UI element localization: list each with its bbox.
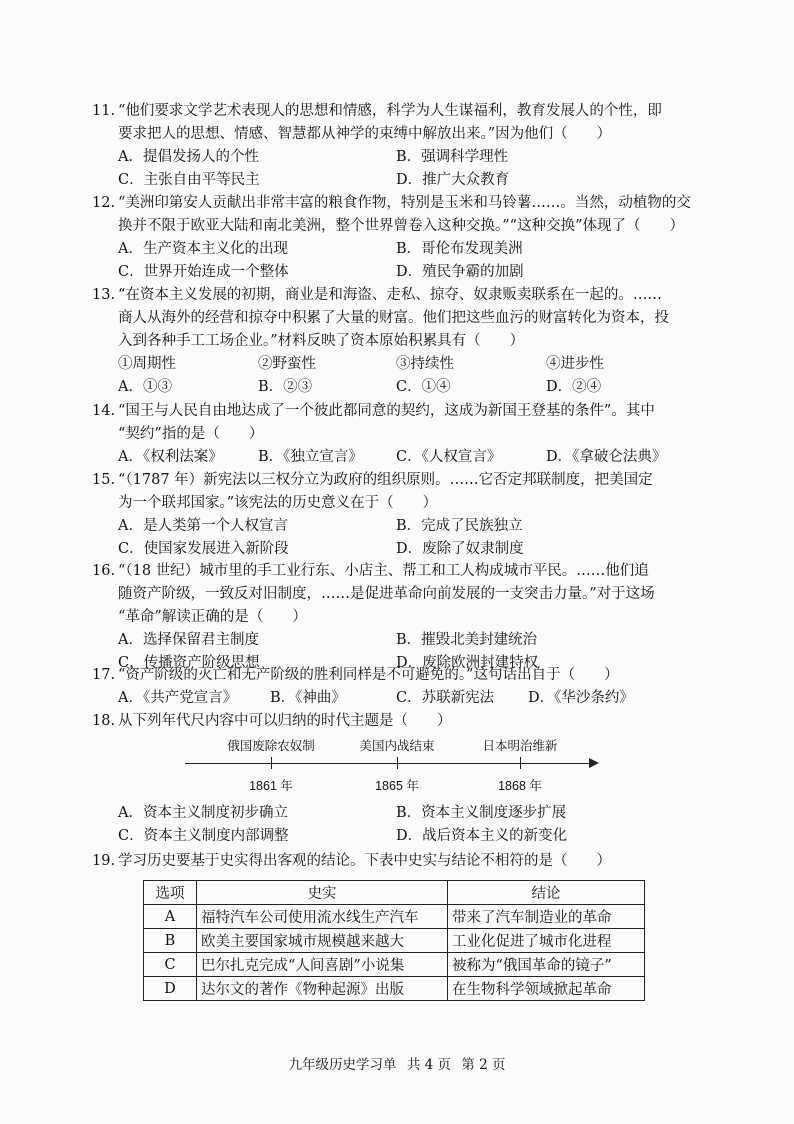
item-row <box>118 353 678 376</box>
timeline-year: 1868 年 <box>498 779 542 793</box>
item-2: ②野蛮性 <box>258 356 316 372</box>
option-c[interactable]: C．传播资产阶级思想 <box>118 655 260 671</box>
question-stem-line: 随资产阶级，一致反对旧制度，……是促进革命向前发展的一支突击力量。”对于这场 <box>118 586 655 602</box>
timeline <box>185 736 605 792</box>
option-row <box>118 825 678 848</box>
question-number: 19. <box>92 853 116 869</box>
question-15 <box>92 469 678 561</box>
item-1: ①周期性 <box>118 356 176 372</box>
option-b[interactable]: B．完成了民族独立 <box>396 518 523 534</box>
question-stem-line: 商人从海外的经营和掠夺中积累了大量的财富。他们把这些血污的财富转化为资本，投 <box>118 310 669 326</box>
question-stem-line: 学习历史要基于史实得出客观的结论。下表中史实与结论不相符的是（ ） <box>118 853 611 869</box>
option-b[interactable]: B．《神曲》 <box>270 690 346 706</box>
page-footer <box>0 1053 794 1073</box>
question-stem-line: “（1787 年）新宪法以三权分立为政府的组织原则。……它否定邦联制度，把美国定 <box>118 472 653 488</box>
option-a[interactable]: A．资本主义制度初步确立 <box>118 805 288 821</box>
question-18 <box>92 710 678 733</box>
table-cell: A <box>144 905 197 929</box>
question-number: 12. <box>92 195 116 211</box>
option-d[interactable]: D．推广大众教育 <box>396 172 510 188</box>
table-row <box>144 953 645 977</box>
option-row <box>118 376 678 399</box>
question-stem-line: 为一个联邦国家。”该宪法的历史意义在于（ ） <box>118 495 438 511</box>
option-row <box>118 515 678 538</box>
question-14 <box>92 400 678 469</box>
option-d[interactable]: D．废除了奴隶制度 <box>396 541 524 557</box>
question-stem-line: 入到各种手工工场企业。”材料反映了资本原始积累具有（ ） <box>118 333 525 349</box>
timeline-arrow <box>589 758 599 768</box>
table-cell: C <box>144 953 197 977</box>
option-row <box>118 687 678 710</box>
option-a[interactable]: A．《权利法案》 <box>118 449 223 465</box>
option-a[interactable]: A．选择保留君主制度 <box>118 632 259 648</box>
table-header: 结论 <box>448 881 645 905</box>
table-cell: 带来了汽车制造业的革命 <box>448 905 645 929</box>
question-stem-line: “契约”指的是（ ） <box>118 426 264 442</box>
table-cell: 巴尔扎克完成“人间喜剧”小说集 <box>197 953 448 977</box>
table-cell: 工业化促进了城市化进程 <box>448 929 645 953</box>
option-row <box>118 538 678 561</box>
option-d[interactable]: D．②④ <box>546 379 602 395</box>
table-cell: 福特汽车公司使用流水线生产汽车 <box>197 905 448 929</box>
table-header: 史实 <box>197 881 448 905</box>
option-row <box>118 146 678 169</box>
option-a[interactable]: A．①③ <box>118 379 172 395</box>
timeline-year: 1861 年 <box>249 779 293 793</box>
option-c[interactable]: C．《人权宣言》 <box>396 449 502 465</box>
table-cell: 欧美主要国家城市规模越来越大 <box>197 929 448 953</box>
timeline-year: 1865 年 <box>375 779 419 793</box>
question-number: 13. <box>92 287 116 303</box>
option-a[interactable]: A．生产资本主义化的出现 <box>118 241 288 257</box>
table-cell: 被称为“俄国革命的镜子” <box>448 953 645 977</box>
footer-total-pages: 共 4 页 <box>406 1057 451 1073</box>
option-row <box>118 446 678 469</box>
option-c[interactable]: C．资本主义制度内部调整 <box>118 828 289 844</box>
fact-conclusion-table <box>143 880 645 1001</box>
question-11 <box>92 100 678 192</box>
question-stem-line: 换并不限于欧亚大陆和南北美洲，整个世界曾卷入这种交换。”“这种交换”体现了（ ） <box>118 218 684 234</box>
question-number: 15. <box>92 472 116 488</box>
question-number: 14. <box>92 403 116 419</box>
option-d[interactable]: D．《华沙条约》 <box>528 690 634 706</box>
option-c[interactable]: C．苏联新宪法 <box>396 690 495 706</box>
table-row <box>144 977 645 1001</box>
table-header: 选项 <box>144 881 197 905</box>
timeline-event: 日本明治维新 <box>482 738 558 753</box>
option-d[interactable]: D．废除欧洲封建特权 <box>396 655 539 671</box>
option-c[interactable]: C．主张自由平等民主 <box>118 172 260 188</box>
table-row <box>144 929 645 953</box>
question-stem-line: “在资本主义发展的初期，商业是和海盗、走私、掠夺、奴隶贩卖联系在一起的。…… <box>118 287 662 303</box>
timeline-tick <box>520 757 521 769</box>
option-row <box>118 238 678 261</box>
table-row <box>144 905 645 929</box>
question-13 <box>92 284 678 399</box>
question-19 <box>92 850 678 873</box>
question-stem-line: “美洲印第安人贡献出非常丰富的粮食作物，特别是玉米和马铃薯……。当然，动植物的交 <box>118 195 691 211</box>
timeline-tick <box>271 757 272 769</box>
question-18-options <box>118 802 678 848</box>
question-12 <box>92 192 691 284</box>
option-row <box>118 169 678 192</box>
option-d[interactable]: D．殖民争霸的加剧 <box>396 264 524 280</box>
option-b[interactable]: B．摧毁北美封建统治 <box>396 632 538 648</box>
option-c[interactable]: C．世界开始连成一个整体 <box>118 264 289 280</box>
question-number: 17. <box>92 667 116 683</box>
question-number: 11. <box>92 103 116 119</box>
option-a[interactable]: A．《共产党宣言》 <box>118 690 238 706</box>
question-number: 16. <box>92 563 116 579</box>
option-c[interactable]: C．①④ <box>396 379 451 395</box>
option-a[interactable]: A．提倡发扬人的个性 <box>118 149 259 165</box>
option-b[interactable]: B．资本主义制度逐步扩展 <box>396 805 567 821</box>
option-b[interactable]: B．哥伦布发现美洲 <box>396 241 523 257</box>
option-b[interactable]: B．强调科学理性 <box>396 149 509 165</box>
question-stem-line: “（18 世纪）城市里的手工业行东、小店主、帮工和工人构成城市平民。……他们追 <box>118 563 649 579</box>
table-header-row <box>144 881 645 905</box>
question-stem-line: “他们要求文学艺术表现人的思想和情感，科学为人生谋福利，教育发展人的个性，即 <box>118 103 662 119</box>
timeline-event: 俄国废除农奴制 <box>227 738 315 753</box>
question-stem-line: “资产阶级的灭亡和无产阶级的胜利同样是不可避免的。”这句话出自于（ ） <box>118 667 619 683</box>
table-cell: 在生物科学领域掀起革命 <box>448 977 645 1001</box>
question-stem-line: 要求把人的思想、情感、智慧都从神学的束缚中解放出来。”因为他们（ ） <box>118 126 612 142</box>
item-3: ③持续性 <box>396 356 454 372</box>
footer-title: 九年级历史学习单 <box>288 1057 397 1073</box>
option-c[interactable]: C．使国家发展进入新阶段 <box>118 541 289 557</box>
timeline-event: 美国内战结束 <box>359 738 435 753</box>
option-d[interactable]: D．战后资本主义的新变化 <box>396 828 568 844</box>
item-4: ④进步性 <box>546 356 604 372</box>
option-row <box>118 802 678 825</box>
question-17 <box>92 664 678 710</box>
option-d[interactable]: D．《拿破仑法典》 <box>546 449 667 465</box>
option-a[interactable]: A．是人类第一个人权宣言 <box>118 518 288 534</box>
option-row <box>118 629 678 652</box>
timeline-tick <box>397 757 398 769</box>
option-b[interactable]: B．《独立宣言》 <box>258 449 363 465</box>
table-cell: 达尔文的著作《物种起源》出版 <box>197 977 448 1001</box>
question-stem-line: “国王与人民自由地达成了一个彼此都同意的契约，这成为新国王登基的条件”。其中 <box>118 403 655 419</box>
option-row <box>118 261 678 284</box>
table-cell: D <box>144 977 197 1001</box>
question-stem-line: 从下列年代尺内容中可以归纳的时代主题是（ ） <box>118 713 452 729</box>
timeline-axis <box>185 763 595 764</box>
footer-page-number: 第 2 页 <box>461 1057 506 1073</box>
question-stem-line: “革命”解读正确的是（ ） <box>118 609 307 625</box>
table-cell: B <box>144 929 197 953</box>
question-number: 18. <box>92 713 116 729</box>
option-b[interactable]: B．②③ <box>258 379 313 395</box>
